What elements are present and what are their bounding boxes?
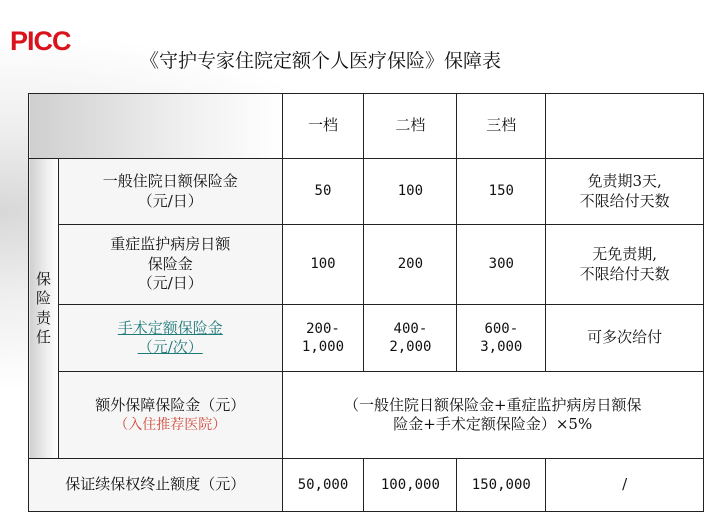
- header-notes-blank: [546, 94, 704, 159]
- row-label-surgery[interactable]: [58, 305, 282, 372]
- value-cell: 150: [457, 159, 546, 225]
- footer-row: [29, 459, 704, 512]
- note-cell: 可多次给付: [546, 305, 704, 372]
- page-title: 《守护专家住院定额个人医疗保险》保障表: [140, 50, 502, 72]
- row-label-daily-hospital: 一般住院日额保险金 （元/日）: [58, 159, 282, 225]
- note-cell: 无免责期, 不限给付天数: [546, 225, 704, 305]
- value-cell: 300: [457, 225, 546, 305]
- extra-coverage-formula: （一般住院日额保险金+重症监护病房日额保 险金+手术定额保险金）×5%: [282, 372, 703, 459]
- footer-value: 100,000: [364, 459, 457, 512]
- header-tier-3: 三档: [457, 94, 546, 159]
- footer-note: /: [546, 459, 704, 512]
- coverage-table: [28, 93, 704, 512]
- section-label-insurance-liability: 保 险 责 任: [29, 159, 59, 459]
- value-cell: 200: [364, 225, 457, 305]
- value-cell: 600- 3,000: [457, 305, 546, 372]
- table-row: [29, 159, 704, 225]
- table-row: [29, 225, 704, 305]
- recommended-hospital-note: （入住推荐医院）: [114, 416, 227, 433]
- header-row: [29, 94, 704, 159]
- table-row: [29, 372, 704, 459]
- value-cell: 100: [364, 159, 457, 225]
- header-blank-cell: [29, 94, 283, 159]
- value-cell: 400- 2,000: [364, 305, 457, 372]
- value-cell: 200- 1,000: [282, 305, 364, 372]
- footer-value: 50,000: [282, 459, 364, 512]
- row-label-extra-coverage: 额外保障保险金（元） （入住推荐医院）: [58, 372, 282, 459]
- footer-label: 保证续保权终止额度（元）: [29, 459, 283, 512]
- value-cell: 100: [282, 225, 364, 305]
- value-cell: 50: [282, 159, 364, 225]
- header-tier-2: 二档: [364, 94, 457, 159]
- note-cell: 免责期3天, 不限给付天数: [546, 159, 704, 225]
- picc-logo: PICC: [10, 26, 71, 56]
- table-row: [29, 305, 704, 372]
- row-label-icu-daily: 重症监护病房日额 保险金 （元/日）: [58, 225, 282, 305]
- header-tier-1: 一档: [282, 94, 364, 159]
- surgery-link-unit[interactable]: （元/次）: [137, 338, 203, 356]
- surgery-link[interactable]: 手术定额保险金: [117, 318, 223, 337]
- footer-value: 150,000: [457, 459, 546, 512]
